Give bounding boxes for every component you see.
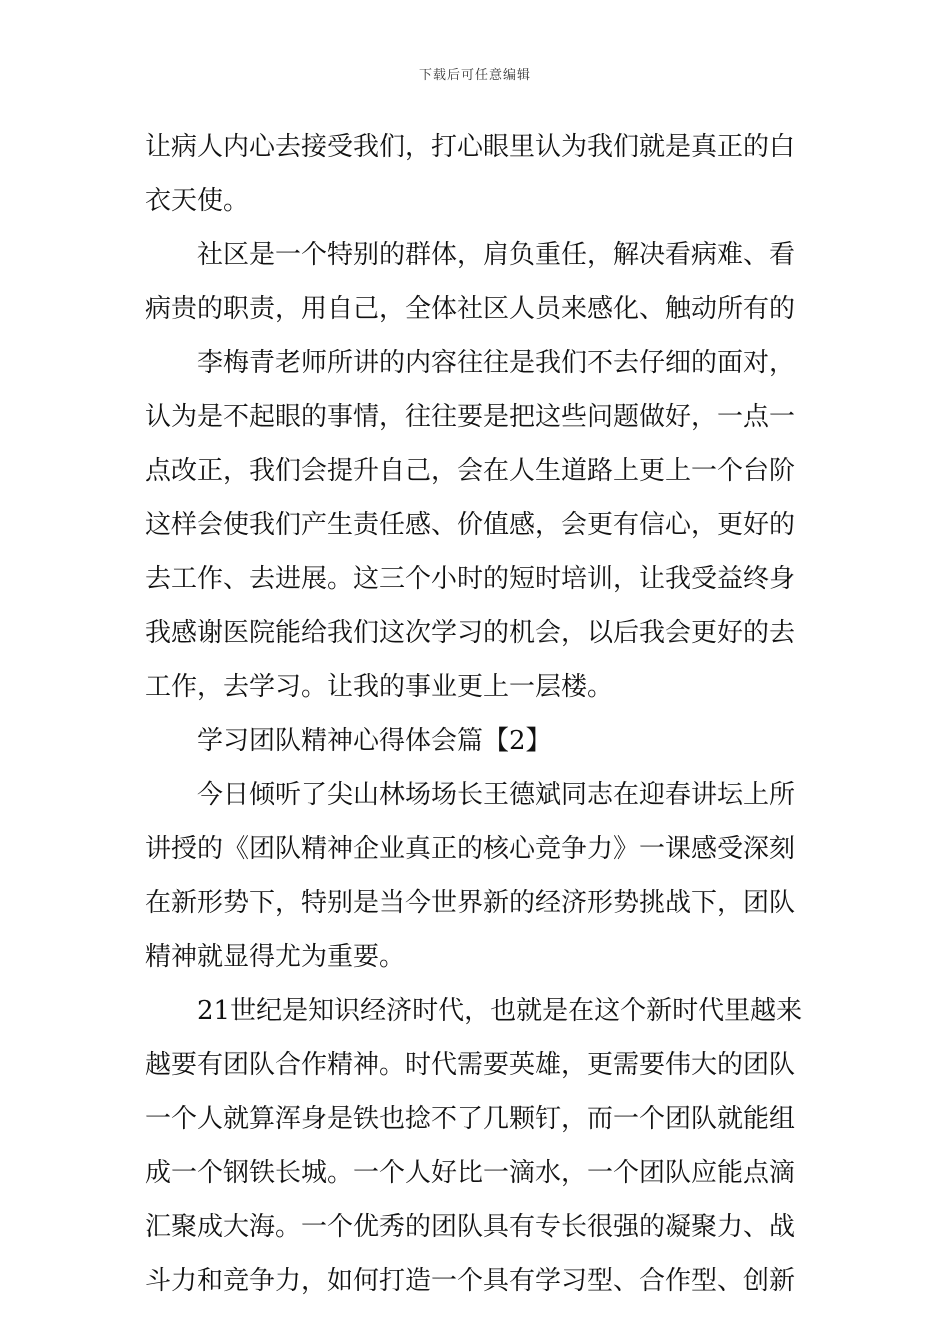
text-line: 病贵的职责，用自己，全体社区人员来感化、触动所有的 xyxy=(145,294,796,324)
page-header: 下载后可任意编辑 xyxy=(418,68,531,83)
text-line: 衣天使。 xyxy=(145,186,250,216)
text-line: 越要有团队合作精神。时代需要英雄，更需要伟大的团队 xyxy=(145,1050,796,1080)
text-line: 我感谢医院能给我们这次学习的机会，以后我会更好的去 xyxy=(145,618,796,648)
paragraph-start: 21世纪是知识经济时代，也就是在这个新时代里越来 xyxy=(197,996,803,1026)
text-line: 认为是不起眼的事情，往往要是把这些问题做好，一点一 xyxy=(145,402,796,432)
paragraph-start: 社区是一个特别的群体，肩负重任，解决看病难、看 xyxy=(197,240,796,270)
text-line: 汇聚成大海。一个优秀的团队具有专长很强的凝聚力、战 xyxy=(145,1212,796,1242)
paragraph-start: 李梅青老师所讲的内容往往是我们不去仔细的面对， xyxy=(197,348,796,378)
text-line: 让病人内心去接受我们，打心眼里认为我们就是真正的白 xyxy=(145,132,796,162)
text-line: 这样会使我们产生责任感、价值感，会更有信心，更好的 xyxy=(145,510,796,540)
text-line: 去工作、去进展。这三个小时的短时培训，让我受益终身 xyxy=(145,564,796,594)
text-line: 斗力和竞争力，如何打造一个具有学习型、合作型、创新 xyxy=(145,1266,796,1296)
paragraph-start: 今日倾听了尖山林场场长王德斌同志在迎春讲坛上所 xyxy=(197,780,796,810)
text-line: 讲授的《团队精神企业真正的核心竞争力》一课感受深刻 xyxy=(145,834,796,864)
text-line: 精神就显得尤为重要。 xyxy=(145,942,406,972)
text-line: 点改正，我们会提升自己，会在人生道路上更上一个台阶 xyxy=(145,456,796,486)
text-line: 一个人就算浑身是铁也捻不了几颗钉，而一个团队就能组 xyxy=(145,1104,796,1134)
text-line: 在新形势下，特别是当今世界新的经济形势挑战下，团队 xyxy=(145,888,796,918)
document-body xyxy=(145,120,815,1308)
text-line: 成一个钢铁长城。一个人好比一滴水，一个团队应能点滴 xyxy=(145,1158,796,1188)
text-line: 工作，去学习。让我的事业更上一层楼。 xyxy=(145,672,614,702)
section-heading: 学习团队精神心得体会篇【2】 xyxy=(197,726,552,756)
